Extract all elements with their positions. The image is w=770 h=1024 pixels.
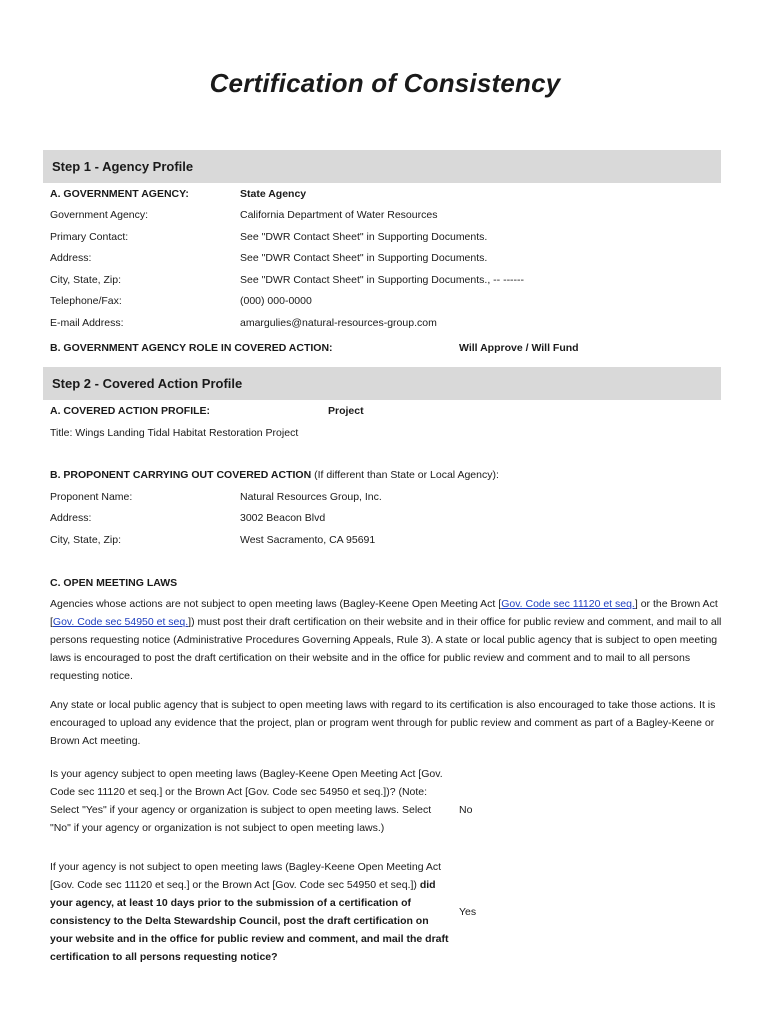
answer-open-meeting-subject[interactable]: No xyxy=(459,804,473,816)
para1-text-2: ] or the Brown Act [ xyxy=(50,598,718,628)
email-label: E-mail Address: xyxy=(50,317,124,329)
address-value: See "DWR Contact Sheet" in Supporting Documents. xyxy=(240,252,488,264)
para1-text-3: ]) must post their draft certification on their website and in their office for public review and comment, and mail to all persons requesting notice (Administrative Procedures Governing Appeals, Rule 3). A state or local public agency that is subject to open meeting laws is encouraged to post the draft certification on their website and in the office for public review and comment and to mail to all persons requesting notice. xyxy=(50,616,722,682)
para1-text-1: Agencies whose actions are not subject to open meeting laws (Bagley-Keene Open Meeting Act [ xyxy=(50,598,502,610)
answer-draft-posted[interactable]: Yes xyxy=(459,906,477,918)
proponent-heading-label: B. PROPONENT CARRYING OUT COVERED ACTION xyxy=(50,469,312,481)
covered-action-profile-value: Project xyxy=(328,405,364,417)
open-meeting-paragraph-1 xyxy=(50,595,722,685)
email-value: amargulies@natural-resources-group.com xyxy=(240,317,437,329)
primary-contact-value: See "DWR Contact Sheet" in Supporting Documents. xyxy=(240,231,488,243)
page-title: Certification of Consistency xyxy=(209,68,561,98)
agency-name-value: California Department of Water Resources xyxy=(240,209,438,221)
agency-role-label: B. GOVERNMENT AGENCY ROLE IN COVERED ACTION: xyxy=(50,342,333,354)
open-meeting-laws-heading: C. OPEN MEETING LAWS xyxy=(50,577,178,589)
proponent-heading-note: (If different than State or Local Agency): xyxy=(311,469,499,481)
question-draft-posted xyxy=(50,858,450,966)
government-agency-label: A. GOVERNMENT AGENCY: xyxy=(50,188,189,200)
covered-action-profile-label: A. COVERED ACTION PROFILE: xyxy=(50,405,211,417)
open-meeting-paragraph-2: Any state or local public agency that is subject to open meeting laws with regard to its certification is also encouraged to take those actions. It is encouraged to upload any evidence that the project, plan or program went through for public review and comment as part of a Bagley-Keene or Brown Act meeting. xyxy=(50,699,716,747)
proponent-address-label: Address: xyxy=(50,512,92,524)
proponent-heading xyxy=(50,469,499,481)
agency-role-value: Will Approve / Will Fund xyxy=(459,342,579,354)
city-state-zip-value: See "DWR Contact Sheet" in Supporting Documents., -- ------ xyxy=(240,274,525,286)
proponent-name-label: Proponent Name: xyxy=(50,491,133,503)
proponent-address-value: 3002 Beacon Blvd xyxy=(240,512,326,524)
city-state-zip-label: City, State, Zip: xyxy=(50,274,121,286)
proponent-city-label: City, State, Zip: xyxy=(50,534,121,546)
telephone-label: Telephone/Fax: xyxy=(50,295,122,307)
gov-code-11120-link[interactable]: Gov. Code sec 11120 et seq. xyxy=(501,598,635,610)
proponent-city-value: West Sacramento, CA 95691 xyxy=(240,534,376,546)
telephone-value: (000) 000-0000 xyxy=(240,295,312,307)
question-draft-posted-bold: did your agency, at least 10 days prior to the submission of a certification of consistency to the Delta Stewardship Council, post the draft certification on your website and in the office for public review and comment, and mail the draft certification to all persons requesting notice? xyxy=(50,879,449,963)
address-label: Address: xyxy=(50,252,92,264)
proponent-name-value: Natural Resources Group, Inc. xyxy=(240,491,382,503)
gov-code-54950-link[interactable]: Gov. Code sec 54950 et seq. xyxy=(52,616,189,628)
question-open-meeting-subject: Is your agency subject to open meeting laws (Bagley-Keene Open Meeting Act [Gov. Code sec 11120 et seq.] or the Brown Act [Gov. Code sec 54950 et seq.])? (Note: Select "Yes" if your agency or organization is subject to open meeting laws. Select "No" if your agency or organization is not subject to open meeting laws.) xyxy=(50,768,443,834)
government-agency-type: State Agency xyxy=(240,188,307,200)
question-draft-posted-text: If your agency is not subject to open meeting laws (Bagley-Keene Open Meeting Act [Gov. Code sec 11120 et seq.] or the Brown Act [Gov. Code sec 54950 et seq.]) xyxy=(50,861,442,891)
step1-header: Step 1 - Agency Profile xyxy=(43,150,721,183)
agency-name-label: Government Agency: xyxy=(50,209,149,221)
project-title: Title: Wings Landing Tidal Habitat Restoration Project xyxy=(50,427,299,439)
step2-header: Step 2 - Covered Action Profile xyxy=(43,367,721,400)
primary-contact-label: Primary Contact: xyxy=(50,231,129,243)
